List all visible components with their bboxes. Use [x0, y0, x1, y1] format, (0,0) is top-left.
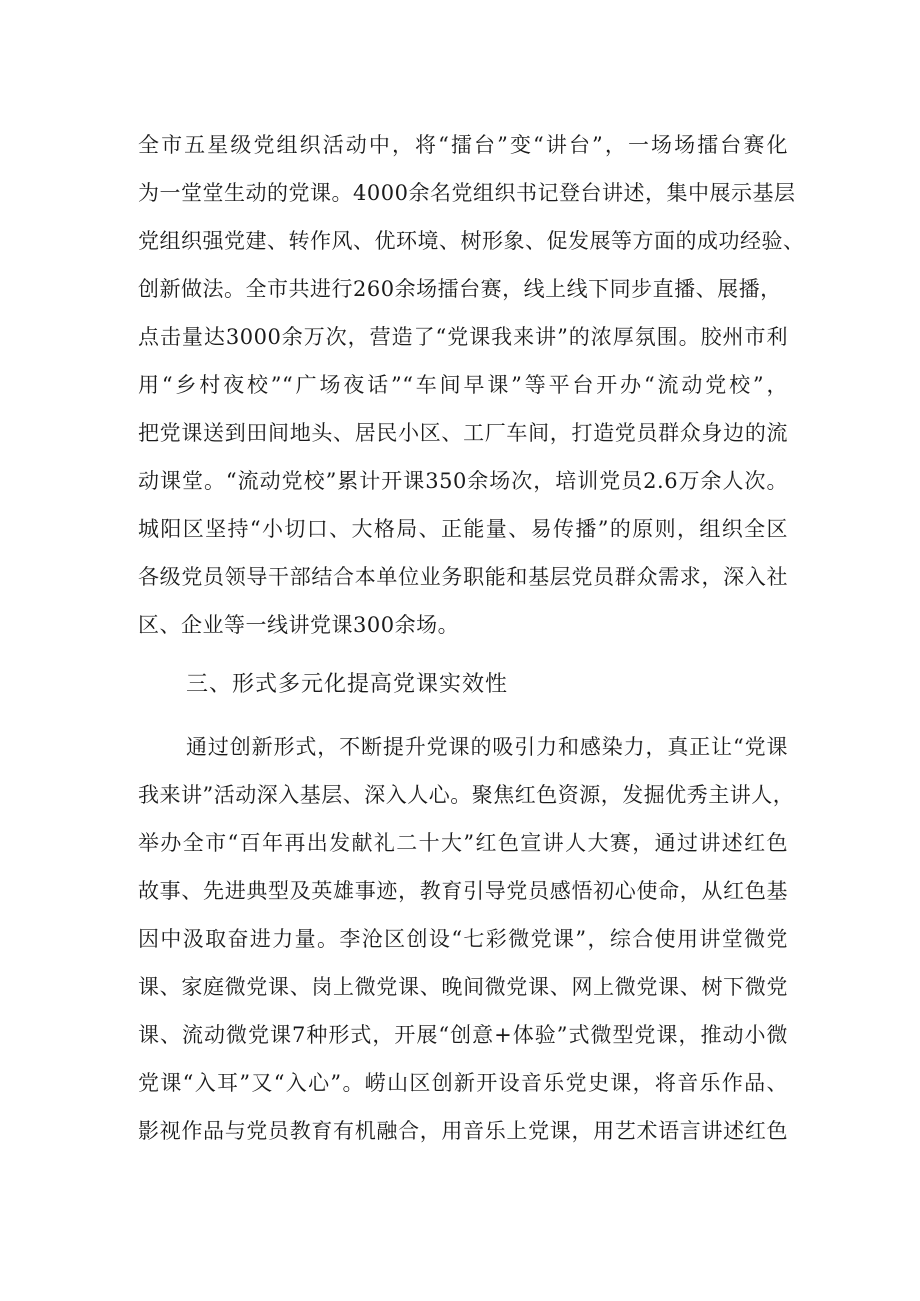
- section-heading: 三、形式多元化提高党课实效性: [186, 672, 509, 697]
- paragraph1-line-8: 动课堂。“流动党校”累计开课350余场次，培训党员2.6万余人次。: [138, 469, 788, 493]
- paragraph1-line-11: 区、企业等一线讲党课300余场。: [138, 613, 460, 637]
- paragraph2-line-2: 我来讲”活动深入基层、深入人心。聚焦红色资源，发掘优秀主讲人，: [138, 783, 795, 807]
- paragraph2-line-5: 因中汲取奋进力量。李沧区创设“七彩微党课”，综合使用讲堂微党: [138, 927, 788, 951]
- paragraph2-line-8: 党课“入耳”又“入心”。崂山区创新开设音乐党史课，将音乐作品、: [138, 1071, 788, 1095]
- paragraph2-line-4: 故事、先进典型及英雄事迹，教育引导党员感悟初心使命，从红色基: [138, 879, 788, 903]
- paragraph2-line-1: 通过创新形式，不断提升党课的吸引力和感染力，真正让“党课: [186, 735, 788, 759]
- paragraph1-line-1: 全市五星级党组织活动中，将“擂台”变“讲台”，一场场擂台赛化: [138, 133, 788, 157]
- paragraph2-line-7: 课、流动微党课7种形式，开展“创意+体验”式微型党课，推动小微: [138, 1023, 788, 1047]
- paragraph1-line-5: 点击量达3000余万次，营造了“党课我来讲”的浓厚氛围。胶州市利: [138, 325, 788, 349]
- paragraph2-line-9: 影视作品与党员教育有机融合，用音乐上党课，用艺术语言讲述红色: [138, 1119, 788, 1143]
- paragraph1-line-2: 为一堂堂生动的党课。4000余名党组织书记登台讲述，集中展示基层: [138, 181, 796, 205]
- paragraph2-line-6: 课、家庭微党课、岗上微党课、晚间微党课、网上微党课、树下微党: [138, 975, 788, 999]
- paragraph2-line-3: 举办全市“百年再出发献礼二十大”红色宣讲人大赛，通过讲述红色: [138, 831, 788, 855]
- paragraph1-line-3: 党组织强党建、转作风、优环境、树形象、促发展等方面的成功经验、: [138, 229, 805, 253]
- paragraph1-line-6: 用“乡村夜校”“广场夜话”“车间早课”等平台开办“流动党校”，: [138, 373, 788, 397]
- paragraph1-line-10: 各级党员领导干部结合本单位业务职能和基层党员群众需求，深入社: [138, 565, 788, 589]
- paragraph1-line-4: 创新做法。全市共进行260余场擂台赛，线上线下同步直播、展播，: [138, 277, 782, 301]
- paragraph1-line-7: 把党课送到田间地头、居民小区、工厂车间，打造党员群众身边的流: [138, 421, 788, 445]
- paragraph1-line-9: 城阳区坚持“小切口、大格局、正能量、易传播”的原则，组织全区: [138, 517, 788, 541]
